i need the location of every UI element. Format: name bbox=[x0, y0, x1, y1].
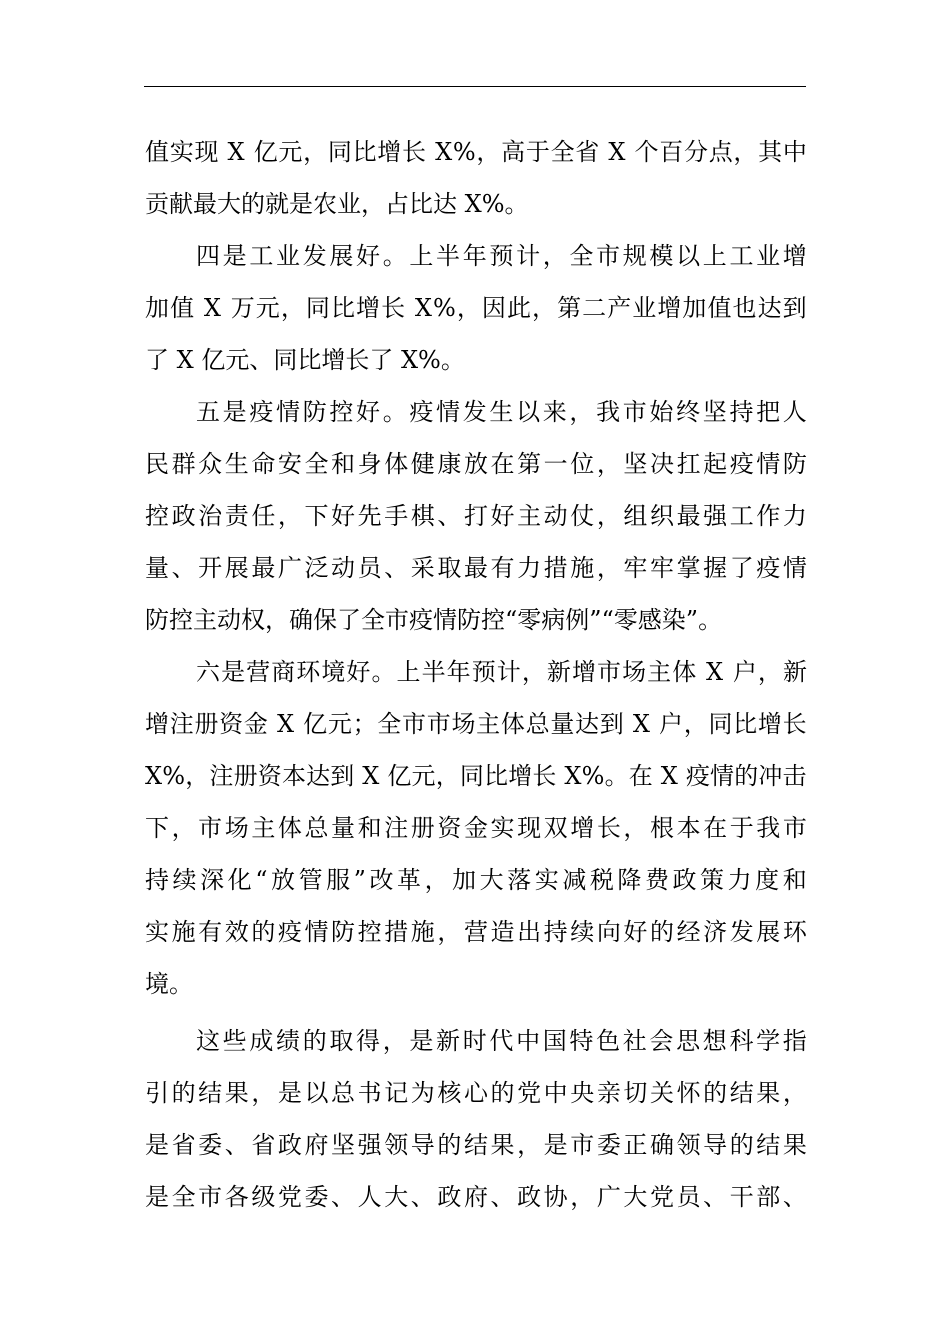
text-line: 是 全 市 各 级 党 委 、 人 大 、 政 府 、 政 协 ， 广 大 党 员 、 干 部 、 bbox=[145, 1183, 807, 1211]
text-line: 加 值 X 万 元 ， 同 比 增 长 X % ， 因 此 ， 第 二 产 业 增 加 值 也 达 到 bbox=[145, 294, 807, 322]
text-line: 控 政 治 责 任 ， 下 好 先 手 棋 、 打 好 主 动 仗 ， 组 织 最 强 工 作 力 bbox=[145, 502, 807, 530]
paragraph-first-line: 四 是 工 业 发 展 好 。 上 半 年 预 计 ， 全 市 规 模 以 上 工 业 增 bbox=[196, 242, 807, 270]
body-text bbox=[145, 126, 807, 1223]
text-line: 贡献最大的就是农业，占比达 X%。 bbox=[145, 190, 529, 218]
paragraph-first-line: 六 是 营 商 环 境 好 。 上 半 年 预 计 ， 新 增 市 场 主 体 X 户 ， 新 bbox=[196, 658, 807, 686]
text-line: 实 施 有 效 的 疫 情 防 控 措 施 ， 营 造 出 持 续 向 好 的 经 济 发 展 环 bbox=[145, 918, 807, 946]
text-line: 民 群 众 生 命 安 全 和 身 体 健 康 放 在 第 一 位 ， 坚 决 扛 起 疫 情 防 bbox=[145, 450, 807, 478]
text-line: X % ， 注 册 资 本 达 到 X 亿 元 ， 同 比 增 长 X % 。 在 X 疫 情 的 冲 击 bbox=[145, 762, 807, 790]
text-line: 增 注 册 资 金 X 亿 元 ； 全 市 市 场 主 体 总 量 达 到 X 户 ， 同 比 增 长 bbox=[145, 710, 807, 738]
text-line: 了 X 亿元、同比增长了 X%。 bbox=[145, 346, 465, 374]
text-line: 境。 bbox=[145, 970, 193, 998]
paragraph-first-line: 这 些 成 绩 的 取 得 ， 是 新 时 代 中 国 特 色 社 会 思 想 科 学 指 bbox=[196, 1027, 807, 1055]
text-line: 引 的 结 果 ， 是 以 总 书 记 为 核 心 的 党 中 央 亲 切 关 怀 的 结 果 ， bbox=[145, 1079, 807, 1107]
text-line: 下 ， 市 场 主 体 总 量 和 注 册 资 金 实 现 双 增 长 ， 根 本 在 于 我 市 bbox=[145, 814, 807, 842]
text-line: 持 续 深 化 “ 放 管 服 ” 改 革 ， 加 大 落 实 减 税 降 费 政 策 力 度 和 bbox=[145, 866, 807, 894]
text-line: 是 省 委 、 省 政 府 坚 强 领 导 的 结 果 ， 是 市 委 正 确 领 导 的 结 果 bbox=[145, 1131, 807, 1159]
paragraph-first-line: 五 是 疫 情 防 控 好 。 疫 情 发 生 以 来 ， 我 市 始 终 坚 持 把 人 bbox=[196, 398, 807, 426]
text-line: 量 、 开 展 最 广 泛 动 员 、 采 取 最 有 力 措 施 ， 牢 牢 掌 握 了 疫 情 bbox=[145, 554, 807, 582]
text-line: 值 实 现 X 亿 元 ， 同 比 增 长 X % ， 高 于 全 省 X 个 百 分 点 ， 其 中 bbox=[145, 138, 807, 166]
text-line: 防控主动权，确保了全市疫情防控“零病例”“零感染”。 bbox=[145, 606, 723, 634]
header-rule bbox=[144, 86, 806, 87]
